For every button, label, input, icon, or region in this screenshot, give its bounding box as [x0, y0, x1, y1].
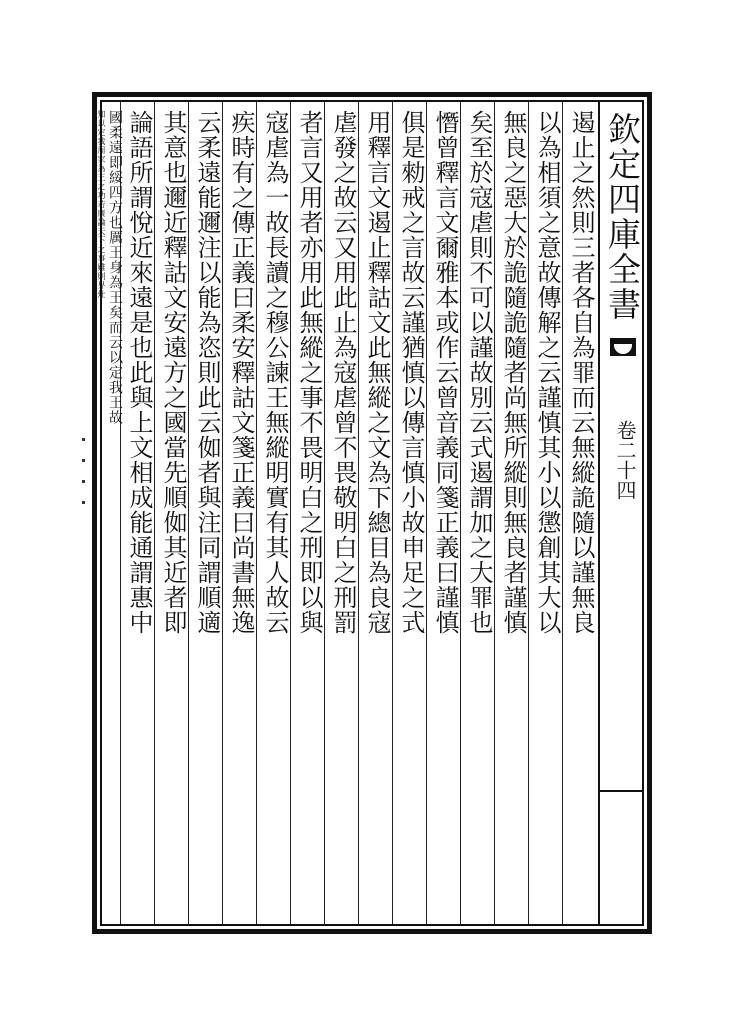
text-column-1: 遏止之然則三者各自為罪而云無縱詭隨以謹無良 [567, 110, 595, 635]
column-rule [154, 102, 155, 924]
margin-divider [598, 790, 644, 792]
text-column-13: 其意也邇近釋詁文安遠方之國當先順侞其近者即 [159, 110, 187, 635]
binding-marks [78, 420, 88, 540]
column-rule [392, 102, 393, 924]
text-column-9: 者言又用者亦用此無縱之事不畏明白之刑即以與 [295, 110, 323, 635]
margin-book-title: 欽定四庫全書 [603, 112, 642, 322]
text-column-8: 虐發之故云又用此止為寇虐曾不畏敬明白之刑罰 [329, 110, 357, 635]
text-column-6: 俱是勑戒之言故云謹猶慎以傳言慎小故申足之式 [397, 110, 425, 635]
column-rule [188, 102, 189, 924]
column-rule [324, 102, 325, 924]
text-column-11: 疾時有之傳正義曰柔安釋詁文箋正義曰尚書無逸 [227, 110, 255, 635]
text-column-15: 國柔遠即綏四方也厲王身為王矣而云以定我王故 [107, 110, 123, 425]
column-rule [222, 102, 223, 924]
column-rule [358, 102, 359, 924]
column-rule [426, 102, 427, 924]
text-column-10: 寇虐為一故長讀之穆公諫王無縱明實有其人故云 [261, 110, 289, 635]
column-rule [460, 102, 461, 924]
column-rule [528, 102, 529, 924]
text-column-12: 云柔遠能邇注以能為恣則此云侞者與注同謂順適 [193, 110, 221, 635]
text-column-4: 矣至於寇虐則不可以謹故別云式遏謂加之大罪也 [465, 110, 493, 635]
text-column-16: 知以定我周家為王之功若廣論天下之事雖則畀灶 [97, 110, 106, 299]
text-column-3: 無良之惡大於詭隨詭隨者尚無所縱則無良者謹慎 [499, 110, 527, 635]
column-rule [290, 102, 291, 924]
margin-volume-label: 卷二十四 [613, 420, 637, 500]
column-rule [562, 102, 563, 924]
text-column-2: 以為相須之意故傳解之云謹慎其小以懲創其大以 [533, 110, 561, 635]
column-rule [494, 102, 495, 924]
text-column-5: 憯曾釋言文爾雅本或作云曾音義同箋正義曰謹慎 [431, 110, 459, 635]
fishtail-mark [610, 338, 636, 356]
text-column-7: 用釋言文遏止釋詁文此無縱之文為下總目為良寇 [363, 110, 391, 635]
text-column-14: 論語所謂悅近來遠是也此與上文相成能通謂惠中 [125, 110, 153, 635]
column-rule [256, 102, 257, 924]
